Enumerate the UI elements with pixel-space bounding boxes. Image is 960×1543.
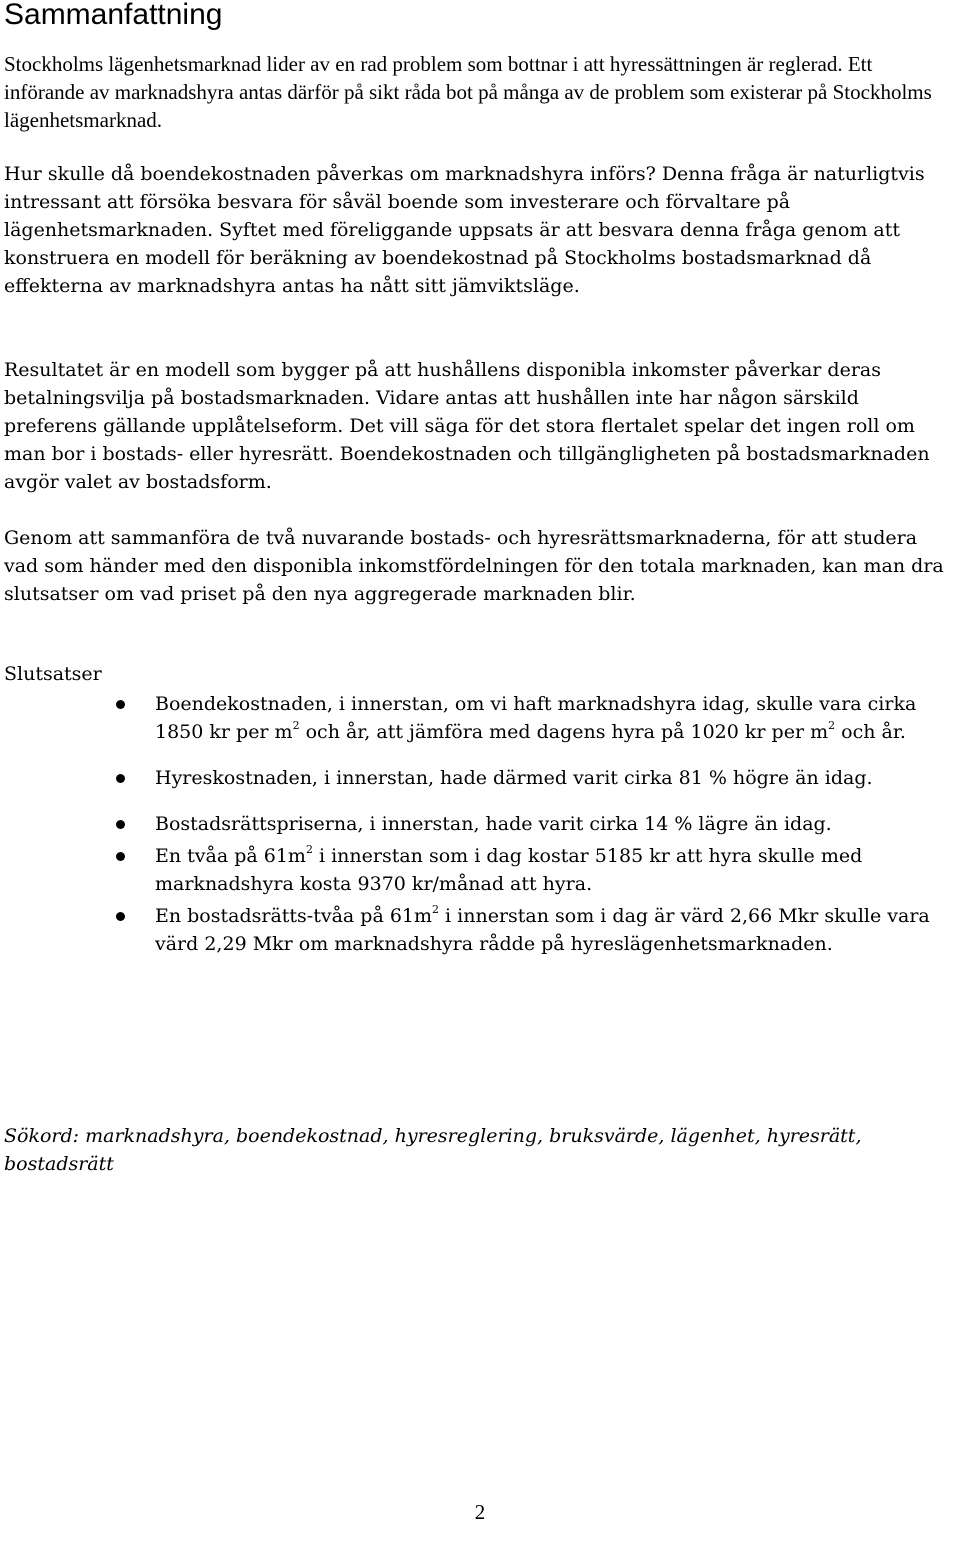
superscript: 2 <box>432 903 440 916</box>
conclusions-heading: Slutsatser <box>4 663 102 685</box>
list-item-text: i innerstan som i dag är värd 2,66 Mkr skulle vara värd 2,29 Mkr om marknadshyra rådde på hyreslägenhetsmarknaden. <box>155 905 930 955</box>
keywords: Sökord: marknadshyra, boendekostnad, hyresreglering, bruksvärde, lägenhet, hyresrätt, bostadsrätt <box>4 1125 862 1175</box>
bullet-icon <box>116 912 125 921</box>
method-paragraph: Genom att sammanföra de två nuvarande bostads- och hyresrättsmarknaderna, för att studera vad som händer med den disponibla inkomstfördelningen för den totala marknaden, kan man dra slutsatser om vad priset på den nya aggregerade marknaden blir. <box>4 527 944 605</box>
superscript: 2 <box>305 843 313 856</box>
list-item-text: Boendekostnaden, i innerstan, om vi haft marknadshyra idag, skulle vara cirka 1850 kr per m <box>155 693 917 743</box>
list-item-text: Bostadsrättspriserna, i innerstan, hade varit cirka 14 % lägre än idag. <box>155 813 832 835</box>
list-item <box>0 764 960 792</box>
list-item-text: i innerstan som i dag kostar 5185 kr att hyra skulle med marknadshyra kosta 9370 kr/månad att hyra. <box>155 845 863 895</box>
list-item-text: och år, att jämföra med dagens hyra på 1020 kr per m <box>299 721 829 743</box>
list-item-text: En tvåa på 61m <box>155 845 306 867</box>
superscript: 2 <box>828 719 836 732</box>
list-item-text: Hyreskostnaden, i innerstan, hade därmed varit cirka 81 % högre än idag. <box>155 767 873 789</box>
purpose-paragraph: Hur skulle då boendekostnaden påverkas om marknadshyra införs? Denna fråga är naturligtvis intressant att försöka besvara för såväl boende som investerare och förvaltare på lägenhetsmarknaden. Syftet med föreliggande uppsats är att besvara denna fråga genom att konstruera en modell för beräkning av boendekostnad på Stockholms bostadsmarknad då effekterna av marknadshyra antas ha nått sitt jämviktsläge. <box>4 163 925 297</box>
bullet-icon <box>116 774 125 783</box>
page-title: Sammanfattning <box>4 0 223 31</box>
list-item <box>0 810 960 838</box>
bullet-icon <box>116 700 125 709</box>
conclusions-list <box>0 690 960 962</box>
list-item-text: och år. <box>835 721 906 743</box>
list-item <box>0 842 960 898</box>
list-item <box>0 690 960 746</box>
list-item-text: En bostadsrätts-tvåa på 61m <box>155 905 433 927</box>
superscript: 2 <box>292 719 300 732</box>
list-item <box>0 902 960 958</box>
intro-paragraph: Stockholms lägenhetsmarknad lider av en rad problem som bottnar i att hyressättningen är reglerad. Ett införande av marknadshyra antas därför på sikt råda bot på många av de problem som existerar på Stockholms lägenhetsmarknad. <box>4 52 932 132</box>
bullet-icon <box>116 852 125 861</box>
result-paragraph: Resultatet är en modell som bygger på att hushållens disponibla inkomster påverkar deras betalningsvilja på bostadsmarknaden. Vidare antas att hushållen inte har någon särskild preferens gällande upplåtelseform. Det vill säga för det stora flertalet spelar det ingen roll om man bor i bostads- eller hyresrätt. Boendekostnaden och tillgängligheten på bostadsmarknaden avgör valet av bostadsform. <box>4 359 930 493</box>
bullet-icon <box>116 820 125 829</box>
page-number: 2 <box>474 1500 486 1524</box>
